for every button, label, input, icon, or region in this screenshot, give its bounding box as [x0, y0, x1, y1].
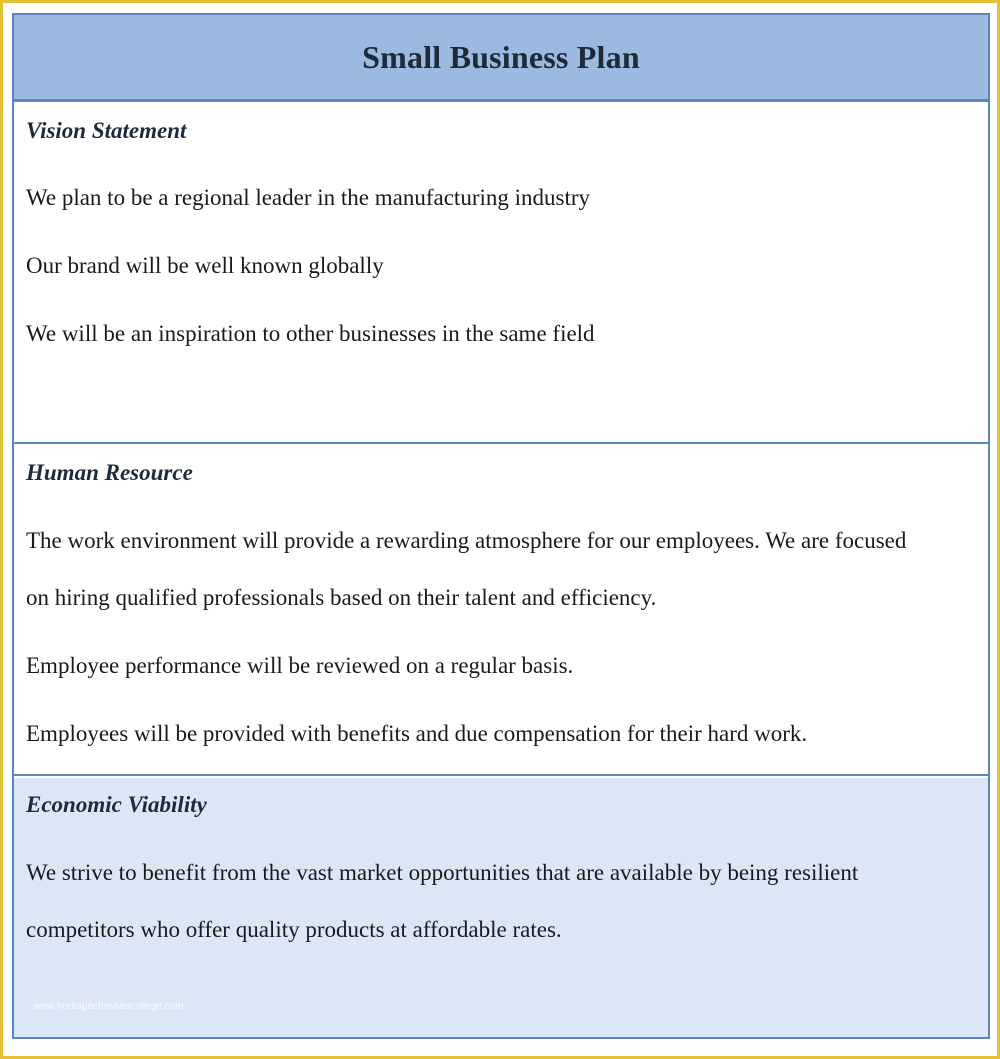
paragraph-line: on hiring qualified professionals based on their talent and efficiency. [26, 585, 657, 610]
section-heading: Vision Statement [26, 118, 187, 143]
paragraph-line: The work environment will provide a rewarding atmosphere for our employees. We are focused [26, 528, 907, 553]
section-vision-statement [14, 102, 988, 444]
paragraph-line: Employee performance will be reviewed on a regular basis. [26, 653, 574, 678]
document-title: Small Business Plan [362, 38, 640, 75]
title-band [14, 15, 988, 102]
business-plan-table [12, 13, 990, 1039]
paragraph-line: Employees will be provided with benefits and due compensation for their hard work. [26, 721, 808, 746]
paragraph-line: We will be an inspiration to other businesses in the same field [26, 321, 595, 346]
section-heading: Economic Viability [26, 792, 207, 817]
paragraph-line: Our brand will be well known globally [26, 253, 384, 278]
paragraph-line: competitors who offer quality products at affordable rates. [26, 917, 562, 942]
paragraph-line: We plan to be a regional leader in the manufacturing industry [26, 185, 591, 210]
section-human-resource [14, 446, 988, 776]
section-heading: Human Resource [26, 460, 193, 485]
section-economic-viability [14, 778, 988, 1037]
watermark: www.heritagechristiancollege.com [33, 1001, 184, 1012]
paragraph-line: We strive to benefit from the vast market opportunities that are available by being resilient [26, 860, 859, 885]
